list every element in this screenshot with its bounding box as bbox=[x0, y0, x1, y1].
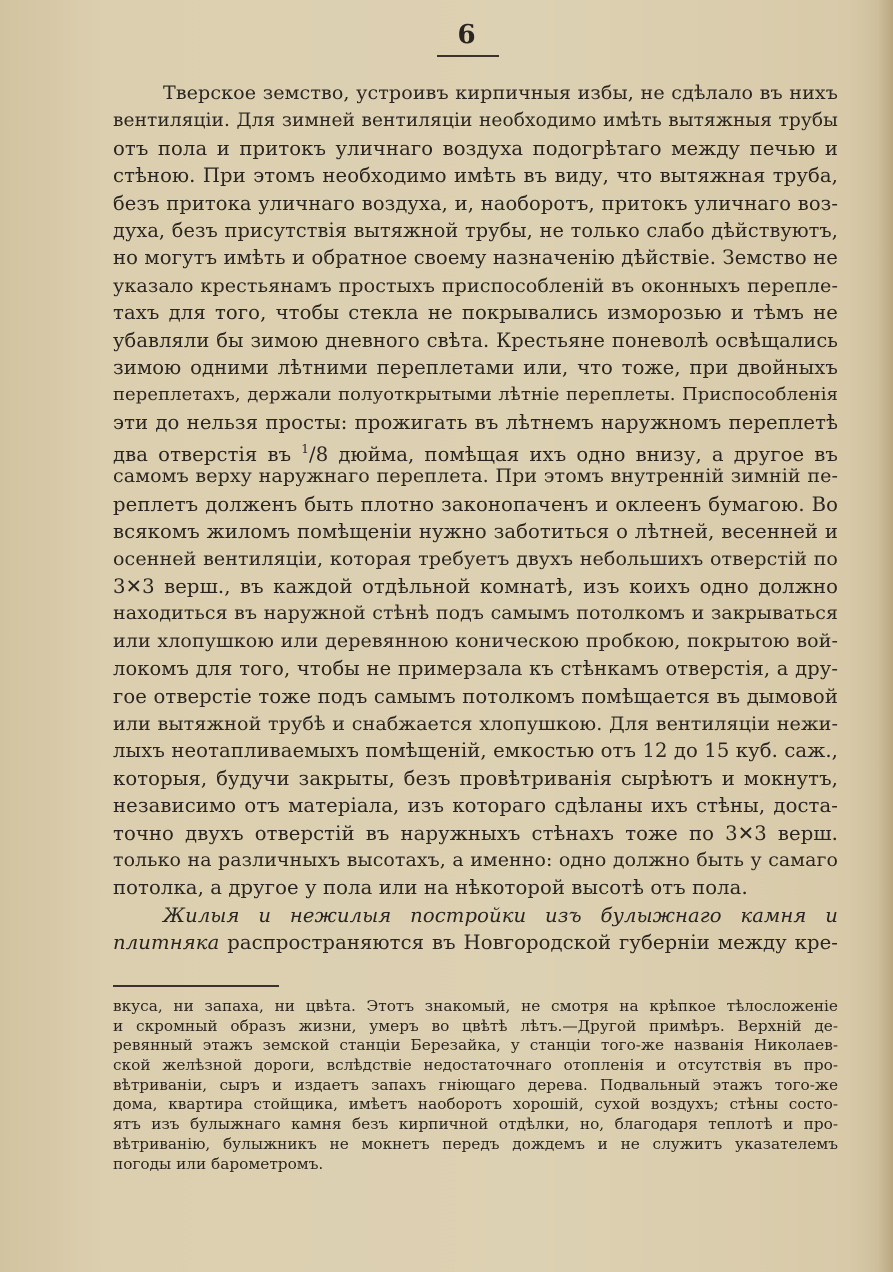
body-line: реплетъ долженъ быть плотно законопаченъ и оклеенъ бумагою. Во bbox=[113, 492, 838, 516]
footnote-line: вѣтриваніи, сыръ и издаетъ запахъ гніющаго дерева. Подвальный этажъ того-же bbox=[113, 1075, 838, 1094]
body-line: которыя, будучи закрыты, безъ провѣтриванія сырѣютъ и мокнутъ, bbox=[113, 766, 838, 790]
body-line: тахъ для того, чтобы стекла не покрывались изморозью и тѣмъ не bbox=[113, 301, 838, 325]
footnote-line: вѣтриванію, булыжникъ не мокнетъ передъ дождемъ и не служитъ указателемъ bbox=[113, 1134, 838, 1153]
page-edge-shadow bbox=[879, 0, 893, 1272]
body-line: 3✕3 верш., въ каждой отдѣльной комнатѣ, изъ коихъ одно должно bbox=[113, 575, 838, 599]
header-rule bbox=[437, 55, 499, 57]
body-line: осенней вентиляціи, которая требуетъ двухъ небольшихъ отверстій по bbox=[113, 547, 838, 570]
body-line: зимою одними лѣтними переплетами или, что тоже, при двойныхъ bbox=[113, 355, 838, 379]
body-line: точно двухъ отверстій въ наружныхъ стѣнахъ тоже по 3✕3 верш. bbox=[113, 821, 838, 845]
body-line: переплетахъ, держали полуоткрытыми лѣтніе переплеты. Приспособленія bbox=[113, 384, 838, 406]
footnote-line: погоды или барометромъ. bbox=[113, 1154, 324, 1173]
body-line: Тверское земство, устроивъ кирпичныя избы, не сдѣлало въ нихъ bbox=[163, 82, 838, 104]
body-line: или вытяжной трубѣ и снабжается хлопушкою. Для вентиляціи нежи- bbox=[113, 711, 838, 735]
body-line: безъ притока уличнаго воздуха, и, наоборотъ, притокъ уличнаго воз- bbox=[113, 191, 838, 215]
body-line: независимо отъ матеріала, изъ котораго сдѣланы ихъ стѣны, доста- bbox=[113, 794, 838, 818]
body-line-rest: распространяются въ Новгородской губерніи между кре- bbox=[219, 931, 838, 955]
footnote-line: ской желѣзной дороги, вслѣдствіе недостаточнаго отопленія и отсутствія въ про- bbox=[113, 1056, 838, 1075]
footnote bbox=[113, 997, 838, 1174]
body-line: но могутъ имѣть и обратное своему назначенію дѣйствіе. Земство не bbox=[113, 246, 838, 270]
footnote-line: ревянный этажъ земской станціи Березайка, у станціи того-же названія Николаев- bbox=[113, 1036, 838, 1055]
body-line: только на различныхъ высотахъ, а именно: одно должно быть у самаго bbox=[113, 848, 838, 871]
footnote-line: вкуса, ни запаха, ни цвѣта. Этотъ знакомый, не смотря на крѣпкое тѣлосложеніе bbox=[113, 997, 838, 1015]
main-text bbox=[113, 80, 838, 957]
body-line: отъ пола и притокъ уличнаго воздуха подогрѣтаго между печью и bbox=[113, 136, 838, 160]
section-heading-italic: Жилыя и нежилыя постройки изъ булыжнаго камня и bbox=[163, 903, 838, 927]
body-line: эти до нельзя просты: прожигать въ лѣтнемъ наружномъ переплетѣ bbox=[113, 410, 838, 434]
page-number: 6 bbox=[457, 20, 476, 50]
footnote-line: дома, квартира стойщика, имѣетъ наоборотъ хорошій, сухой воздухъ; стѣны состо- bbox=[113, 1095, 838, 1114]
body-line: локомъ для того, чтобы не примерзала къ стѣнкамъ отверстія, а дру- bbox=[113, 657, 838, 681]
body-line: духа, безъ присутствія вытяжной трубы, не только слабо дѣйствуютъ, bbox=[113, 218, 838, 242]
body-line: потолка, а другое у пола или на нѣкоторой высотѣ отъ пола. bbox=[113, 876, 748, 900]
body-line-mixed bbox=[113, 929, 838, 956]
fraction-line-rest: /8 дюйма, помѣщая ихъ одно внизу, а другое въ bbox=[309, 443, 838, 467]
body-line: указало крестьянамъ простыхъ приспособленій въ оконныхъ перепле- bbox=[113, 273, 838, 297]
body-line: гое отверстіе тоже подъ самымъ потолкомъ помѣщается въ дымовой bbox=[113, 684, 838, 708]
body-line: или хлопушкою или деревянною коническою пробкою, покрытою вой- bbox=[113, 629, 838, 652]
fraction-line-before: два отверстія въ bbox=[113, 443, 302, 467]
body-line: лыхъ неотапливаемыхъ помѣщеній, емкостью отъ 12 до 15 куб. саж., bbox=[113, 739, 838, 763]
footnote-line: и скромный образъ жизни, умеръ во цвѣтѣ лѣтъ.—Другой примѣръ. Верхній де- bbox=[113, 1016, 838, 1035]
footnote-line: ятъ изъ булыжнаго камня безъ кирпичной отдѣлки, но, благодаря теплотѣ и про- bbox=[113, 1115, 838, 1134]
body-line-fraction bbox=[113, 436, 838, 467]
body-line: самомъ верху наружнаго переплета. При этомъ внутренній зимній пе- bbox=[113, 465, 838, 488]
italic-term: плитняка bbox=[113, 931, 220, 955]
body-line: находиться въ наружной стѣнѣ подъ самымъ потолкомъ и закрываться bbox=[113, 602, 838, 625]
body-line: убавляли бы зимою дневного свѣта. Крестьяне поневолѣ освѣщались bbox=[113, 328, 838, 352]
body-line: всякомъ жиломъ помѣщеніи нужно заботиться о лѣтней, весенней и bbox=[113, 520, 838, 544]
body-line: вентиляціи. Для зимней вентиляціи необходимо имѣть вытяжныя трубы bbox=[113, 110, 838, 132]
footnote-rule bbox=[113, 985, 279, 987]
body-line: стѣною. При этомъ необходимо имѣть въ виду, что вытяжная труба, bbox=[113, 164, 838, 188]
fraction-numerator: 1 bbox=[301, 442, 309, 457]
